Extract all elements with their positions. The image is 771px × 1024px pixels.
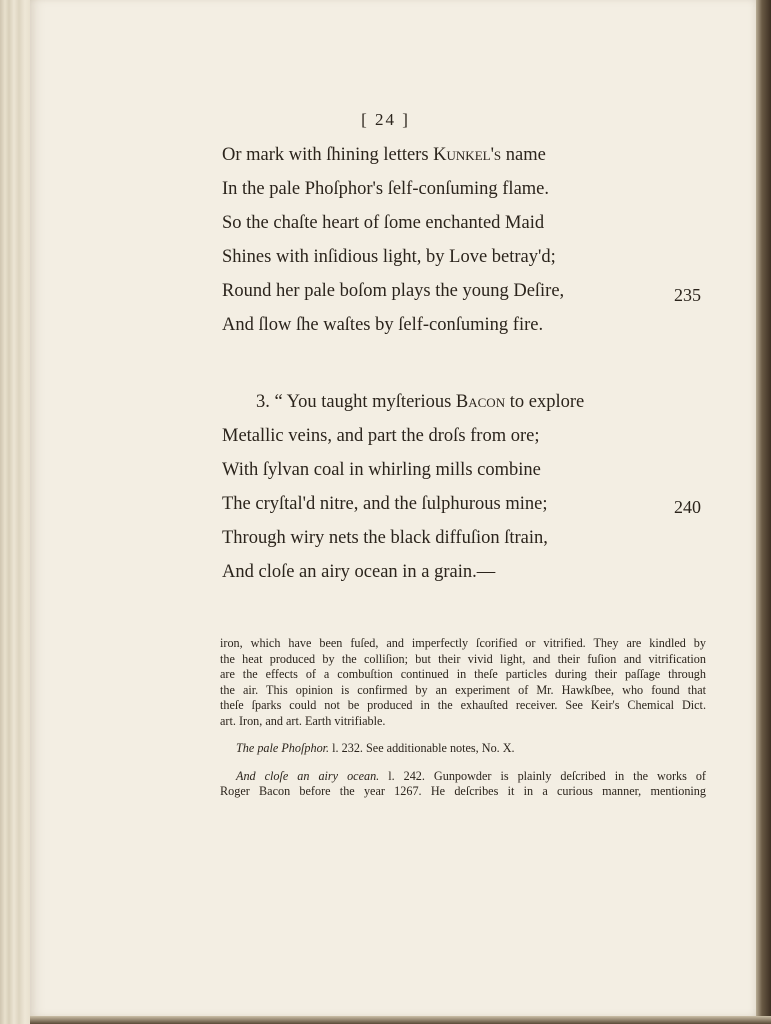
verse-text: Or mark with ſhining letters	[222, 145, 434, 165]
verse-line: Metallic veins, and part the droſs from ore;	[222, 426, 540, 446]
book-bottom-edge	[30, 1016, 771, 1024]
line-number-240: 240	[674, 497, 701, 517]
verse-line: So the chaſte heart of ſome enchanted Maid	[222, 213, 545, 233]
verse-line	[256, 392, 584, 413]
footnotes	[220, 636, 706, 800]
verse-line: The cryſtal'd nitre, and the ſulphurous mine;	[222, 494, 548, 514]
note-airy-ocean	[220, 769, 706, 800]
verse-text: to explore	[505, 392, 585, 412]
note-line: the heat produced by the colliſion; but their vivid light, and their fuſion and vitrification	[220, 651, 706, 666]
book-spine-edge	[0, 0, 34, 1024]
verse-line: Through wiry nets the black diffuſion ſtrain,	[222, 528, 548, 548]
verse-line: Round her pale boſom plays the young Deſire,	[222, 281, 565, 301]
note-text: l. 242. Gunpowder is plainly deſcribed in the works of	[379, 768, 706, 783]
name-bacon: Bacon	[455, 392, 506, 412]
verse-line: In the pale Phoſphor's ſelf-conſuming flame.	[222, 179, 550, 199]
note-line: the air. This opinion is confirmed by an experiment of Mr. Hawkſbee, who found that	[220, 682, 706, 697]
verse-text: name	[501, 145, 546, 165]
note-ref-airy-ocean: And cloſe an airy ocean.	[236, 768, 380, 783]
note-line	[220, 769, 706, 785]
page-number: [ 24 ]	[361, 110, 410, 129]
note-line: art. Iron, and art. Earth vitrifiable.	[220, 713, 386, 728]
verse-line	[222, 145, 546, 166]
note-line: iron, which have been fuſed, and imperfectly ſcorified or vitrified. They are kindled by	[220, 636, 706, 650]
note-line: theſe ſparks could not be produced in the exhauſted receiver. See Keir's Chemical Dict.	[220, 698, 706, 712]
note-phosphor	[220, 741, 706, 757]
book-right-edge	[756, 0, 771, 1024]
verse-line: With ſylvan coal in whirling mills combine	[222, 460, 541, 480]
note-line: Roger Bacon before the year 1267. He deſcribes it in a curious manner, mentioning	[220, 784, 706, 798]
note-iron	[220, 636, 706, 729]
note-ref-phosphor: The pale Phoſphor.	[236, 741, 330, 755]
line-number-235: 235	[674, 285, 701, 305]
verse-line: And cloſe an airy ocean in a grain.—	[222, 562, 496, 582]
verse-line: Shines with inſidious light, by Love betray'd;	[222, 247, 556, 267]
name-kunkel: Kunkel's	[433, 145, 502, 165]
verse-line: And ſlow ſhe waſtes by ſelf-conſuming fire.	[222, 315, 544, 335]
note-text: l. 232. See additionable notes, No. X.	[329, 741, 515, 755]
verse-text: 3. “ You taught myſterious	[256, 392, 456, 412]
note-line: are the effects of a combuſtion continued in theſe particles during their paſſage through	[220, 667, 706, 681]
